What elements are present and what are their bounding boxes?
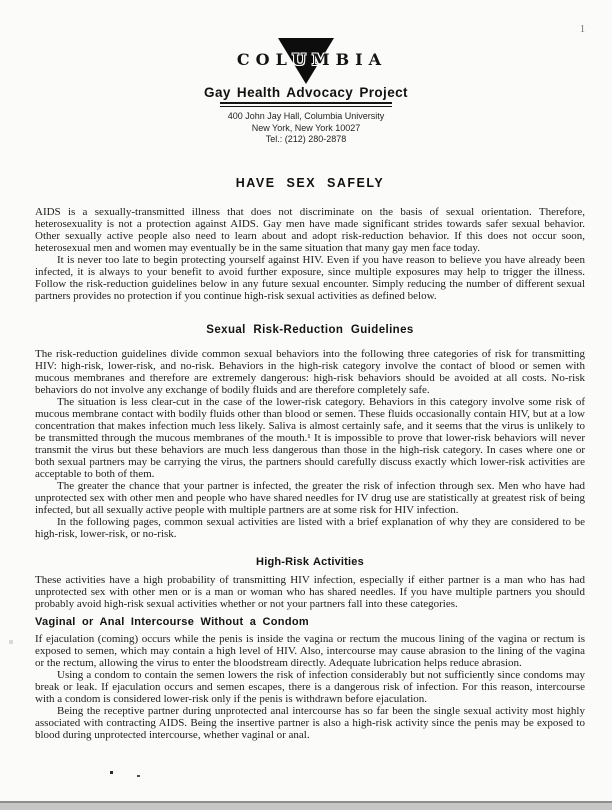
address-line-1: 400 John Jay Hall, Columbia University: [227, 111, 385, 121]
high-risk-section-heading: High-Risk Activities: [256, 555, 364, 568]
letterhead: [0, 0, 612, 146]
scan-artifact: [110, 771, 113, 774]
guidelines-paragraph-1: The risk-reduction guidelines divide common sexual behaviors into the following three categories of risk for transmitting HIV: high-risk, lower-risk, and no-risk. Behaviors in the high-risk category involve the contact of blood or semen with mucous membranes and therefore are extremely dangerous: high-risk behaviors should be avoided at all costs. No-risk behaviors do not involve any exchange of bodily fluids and are therefore completely safe.: [35, 347, 585, 396]
document-title: HAVE SEX SAFELY: [235, 175, 385, 190]
columbia-wordmark: COLUMBIA: [236, 50, 388, 69]
scan-artifact: [9, 640, 13, 644]
vaginal-anal-paragraph-3: Being the receptive partner during unprotected anal intercourse has so far been the single sexual activity most highly associated with contracting AIDS. Being the insertive partner is also a high-risk activity since the penis may be exposed to blood during unprotected intercourse, whether vaginal or anal.: [35, 704, 585, 741]
document-body: [0, 176, 612, 741]
guidelines-section-heading: Sexual Risk-Reduction Guidelines: [206, 323, 414, 336]
guidelines-paragraph-2: The situation is less clear-cut in the case of the lower-risk category. Behaviors in this category involve some risk of mucous membrane contact with bodily fluids other than blood or semen. These fluids occasionally contain HIV, but at a low concentration that makes infection much less likely. Saliva is almost certainly safe, and it seems that the virus is unlikely to be transmitted through the mucous membranes of the mouth.¹ It is impossible to prove that lower-risk behaviors will never transmit the virus but these behaviors are much less dangerous than those in the high-risk category. In cases where one or both sexual partners may be carrying the virus, the partners should carefully discuss exactly which lower-risk activities are acceptable to both of them.: [35, 395, 585, 480]
org-name: Gay Health Advocacy Project: [204, 85, 408, 100]
intro-paragraph-1: AIDS is a sexually-transmitted illness that does not discriminate on the basis of sexual orientation. Therefore, heterosexuality is not a protection against AIDS. Gay men have made significant strides towards safer sexual behavior. Other sexually active people also need to learn about and adopt risk-reduction behavior. If this does not occur soon, heterosexual men and women may eventually be in the same situation that many gay men face today.: [35, 205, 585, 254]
double-rule-divider: [220, 102, 392, 107]
intro-paragraph-2: It is never too late to begin protecting yourself against HIV. Even if you have reason to believe you have already been infected, it is always to your benefit to avoid further exposure, since multiple exposures may help to trigger the illness. Follow the risk-reduction guidelines below in any future sexual encounter. Simply reducing the number of different sexual partners provides no protection if you continue high-risk sexual activities as defined below.: [35, 253, 585, 302]
vaginal-anal-paragraph-2: Using a condom to contain the semen lowers the risk of infection considerably but not sufficiently since condoms may break or leak. If ejaculation occurs and semen escapes, there is a dangerous risk of infection. For this reason, intercourse with a condom is considered lower-risk only if the penis is withdrawn before ejaculation.: [35, 668, 585, 705]
vaginal-anal-subheading: Vaginal or Anal Intercourse Without a Condom: [35, 615, 309, 628]
scanner-edge-band: [0, 801, 612, 810]
scan-artifact: [137, 775, 140, 777]
high-risk-paragraph-1: These activities have a high probability of transmitting HIV infection, especially if either partner is a man who has had unprotected sex with other men or is a man or woman who has shared needles. If you have multiple partners you should probably avoid high-risk sexual activities whether or not your partners fall into these categories.: [35, 573, 585, 610]
guidelines-paragraph-3: The greater the chance that your partner is infected, the greater the risk of infection through sex. Men who have had unprotected sex with other men and people who have shared needles for IV drug use are statistically at greatest risk of being infected, but all sexually active people with multiple partners are at some risk for HIV infection.: [35, 479, 585, 516]
columbia-logo: [0, 38, 612, 85]
guidelines-paragraph-4: In the following pages, common sexual activities are listed with a brief explanation of why they are considered to be high-risk, lower-risk, or no-risk.: [35, 515, 585, 540]
vaginal-anal-paragraph-1: If ejaculation (coming) occurs while the penis is inside the vagina or rectum the mucous lining of the vagina or rectum is exposed to semen, which may contain a high level of HIV. Also, intercourse may cause abrasion to the lining of the vagina or the rectum, allowing the virus to enter the bloodstream directly. Adequate lubrication helps reduce abrasion.: [35, 632, 585, 669]
address-line-2: New York, New York 10027: [251, 122, 361, 133]
page-number: 1: [580, 24, 585, 35]
address-block: [0, 111, 612, 146]
address-line-3: Tel.: (212) 280-2878: [265, 134, 347, 144]
